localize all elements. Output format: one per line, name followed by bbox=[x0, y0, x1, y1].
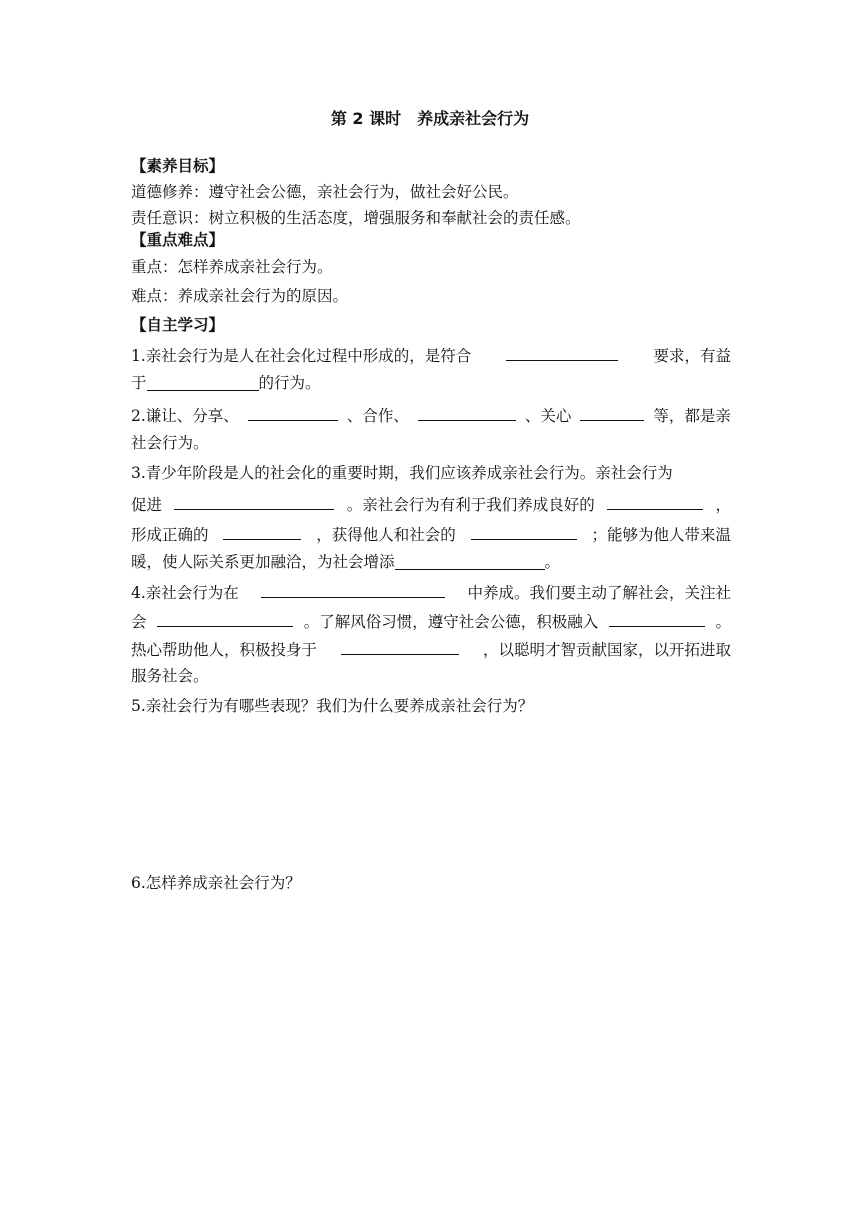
question-5: 5.亲社会行为有哪些表现？我们为什么要养成亲社会行为？ bbox=[131, 697, 534, 715]
q3-blank-2[interactable] bbox=[607, 493, 703, 510]
goal-morality: 道德修养：遵守社会公德，亲社会行为，做社会好公民。 bbox=[131, 183, 519, 201]
q3-text-h: 暖，使人际关系更加融洽，为社会增添 bbox=[131, 553, 395, 571]
q3-blank-4[interactable] bbox=[471, 523, 577, 540]
q3-text-g: ；能够为他人带来温 bbox=[591, 526, 731, 544]
q2-text-c: 、关心 bbox=[524, 407, 572, 425]
q4-text-e: 。 bbox=[715, 613, 731, 631]
q1-blank-2[interactable] bbox=[147, 374, 259, 391]
q4-text-c: 会 bbox=[131, 613, 147, 631]
q1-text-a: 1.亲社会行为是人在社会化过程中形成的，是符合 bbox=[131, 347, 472, 365]
q1-text-b: 要求，有益 bbox=[653, 347, 731, 365]
q3-blank-5[interactable] bbox=[395, 553, 545, 570]
question-1-line-2 bbox=[131, 373, 731, 393]
question-3-line-3 bbox=[131, 523, 731, 545]
question-3-line-1: 3.青少年阶段是人的社会化的重要时期，我们应该养成亲社会行为。亲社会行为 bbox=[131, 464, 673, 482]
q2-blank-1[interactable] bbox=[248, 404, 338, 421]
q2-text-a: 2.谦让、分享、 bbox=[131, 407, 239, 425]
q4-blank-3[interactable] bbox=[609, 610, 705, 627]
key-point: 重点：怎样养成亲社会行为。 bbox=[131, 258, 333, 276]
q3-text-b: 促进 bbox=[131, 496, 163, 514]
q4-text-g: ，以聪明才智贡献国家，以开拓进取 bbox=[482, 641, 731, 659]
q3-text-f: ，获得他人和社会的 bbox=[316, 526, 456, 544]
key-points-heading: 【重点难点】 bbox=[131, 231, 225, 249]
difficult-point: 难点：养成亲社会行为的原因。 bbox=[131, 287, 349, 305]
goals-heading: 【素养目标】 bbox=[131, 157, 225, 175]
q3-text-c: 。亲社会行为有利于我们养成良好的 bbox=[346, 496, 595, 514]
goal-responsibility: 责任意识：树立积极的生活态度，增强服务和奉献社会的责任感。 bbox=[131, 209, 581, 227]
q4-blank-1[interactable] bbox=[261, 581, 445, 598]
q3-text-i: 。 bbox=[544, 553, 561, 571]
q1-text-c: 于 bbox=[131, 374, 147, 392]
q4-text-d: 。了解风俗习惯，遵守社会公德，积极融入 bbox=[303, 613, 599, 631]
q2-text-d: 等，都是亲 bbox=[653, 407, 731, 425]
question-1-line-1 bbox=[131, 344, 731, 366]
q3-text-e: 形成正确的 bbox=[131, 526, 209, 544]
q4-text-b: 中养成。我们要主动了解社会，关注社 bbox=[467, 584, 731, 602]
question-3-line-2 bbox=[131, 493, 731, 515]
self-study-heading: 【自主学习】 bbox=[131, 316, 225, 334]
question-2-line-2: 社会行为。 bbox=[131, 434, 209, 452]
question-4-line-1 bbox=[131, 581, 731, 603]
question-4-line-4: 服务社会。 bbox=[131, 667, 209, 685]
q4-blank-2[interactable] bbox=[157, 610, 293, 627]
question-3-line-4 bbox=[131, 552, 731, 572]
question-4-line-2 bbox=[131, 610, 731, 632]
q3-blank-3[interactable] bbox=[223, 523, 301, 540]
q2-text-b: 、合作、 bbox=[346, 407, 409, 425]
q3-text-d: ， bbox=[715, 496, 731, 514]
question-2-line-1 bbox=[131, 404, 731, 426]
q1-text-d: 的行为。 bbox=[258, 374, 321, 392]
q4-text-f: 热心帮助他人，积极投身于 bbox=[131, 641, 318, 659]
q4-blank-4[interactable] bbox=[341, 638, 459, 655]
q3-blank-1[interactable] bbox=[174, 493, 334, 510]
q2-blank-3[interactable] bbox=[580, 404, 644, 421]
q2-blank-2[interactable] bbox=[418, 404, 516, 421]
q1-blank-1[interactable] bbox=[506, 344, 618, 361]
question-6: 6.怎样养成亲社会行为？ bbox=[131, 874, 301, 892]
question-4-line-3 bbox=[131, 638, 731, 660]
page-title: 第 2 课时 养成亲社会行为 bbox=[330, 109, 530, 128]
q4-text-a: 4.亲社会行为在 bbox=[131, 584, 239, 602]
